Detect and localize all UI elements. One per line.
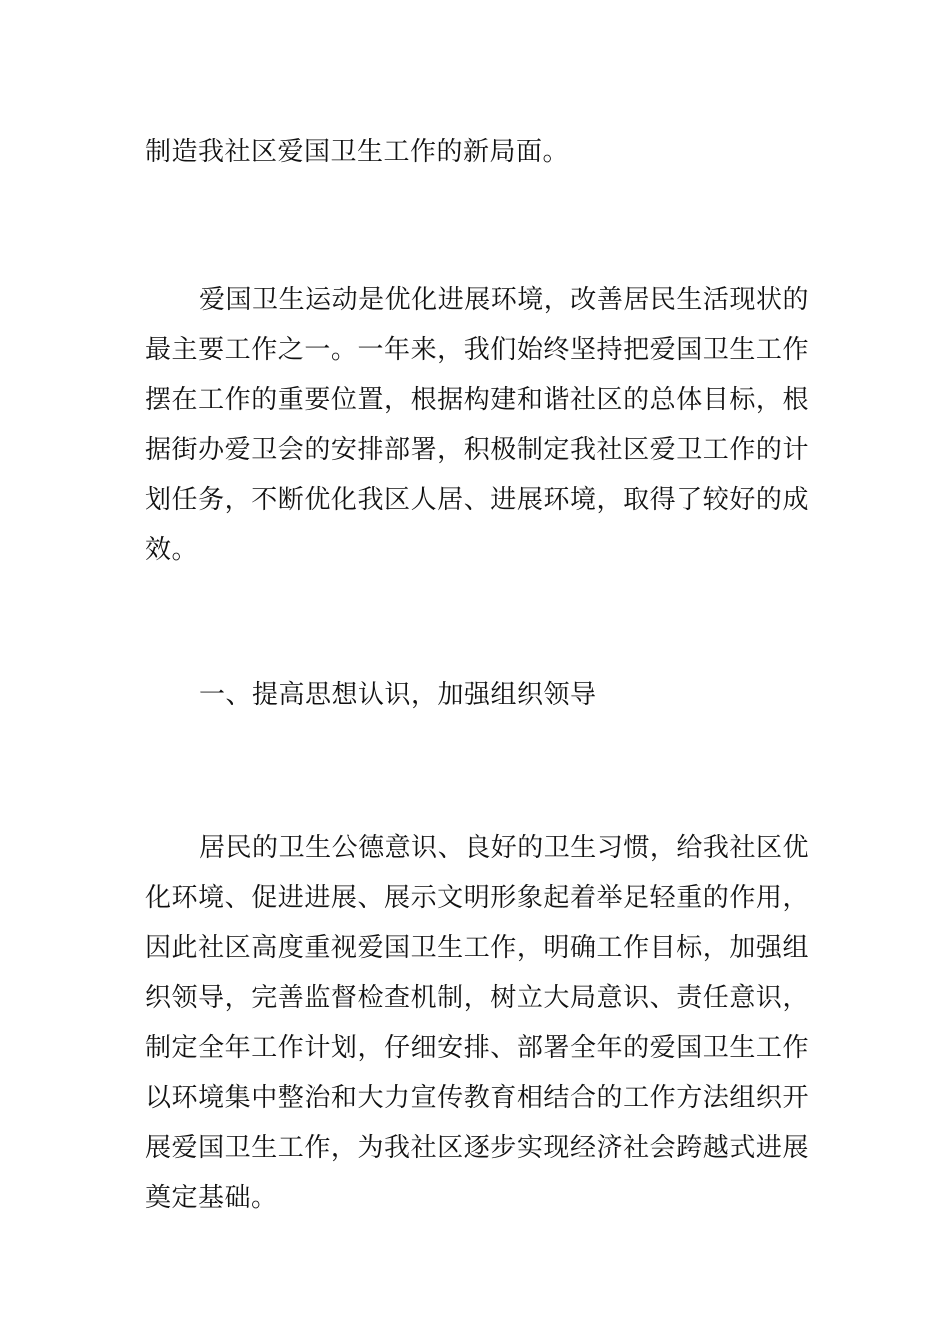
paragraph-section-1: 居民的卫生公德意识、良好的卫生习惯，给我社区优化环境、促进进展、展示文明形象起着举足轻重的作用，因此社区高度重视爱国卫生工作，明确工作目标，加强组织领导，完善监督检查机制，树立大局意识、责任意识，制定全年工作计划，仔细安排、部署全年的爱国卫生工作以环境集中整治和大力宣传教育相结合的工作方法组织开展爱国卫生工作，为我社区逐步实现经济社会跨越式进展奠定基础。	[145, 833, 809, 1213]
section-heading-1: 一、提高思想认识，加强组织领导	[199, 680, 597, 710]
paragraph-continuation: 制造我社区爱国卫生工作的新局面。	[145, 137, 570, 167]
paragraph-intro: 爱国卫生运动是优化进展环境，改善居民生活现状的最主要工作之一。一年来，我们始终坚持把爱国卫生工作摆在工作的重要位置，根据构建和谐社区的总体目标，根据街办爱卫会的安排部署，积极制定我社区爱卫工作的计划任务，不断优化我区人居、进展环境，取得了较好的成效。	[145, 285, 809, 565]
